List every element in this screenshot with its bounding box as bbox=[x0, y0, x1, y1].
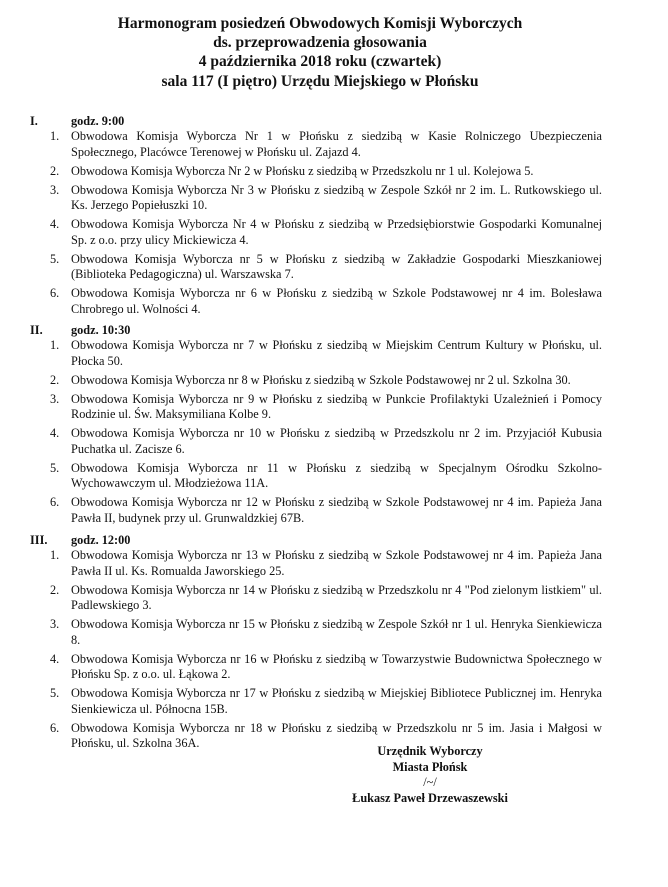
signature-place: Miasta Płońsk bbox=[392, 759, 468, 774]
list-item bbox=[30, 164, 610, 180]
title-line: sala 117 (I piętro) Urzędu Miejskiego w Płońsku bbox=[161, 72, 479, 90]
item-number: 4. bbox=[50, 426, 60, 441]
list-item bbox=[30, 686, 610, 717]
section-heading bbox=[30, 322, 610, 338]
list-item bbox=[30, 583, 610, 614]
item-text: Obwodowa Komisja Wyborcza nr 10 w Płońsku z siedzibą w Przedszkolu nr 2 im. Przyjaciół Kubusia Puchatka ul. Zacisze 6. bbox=[71, 426, 602, 456]
document-title bbox=[0, 14, 640, 91]
item-text: Obwodowa Komisja Wyborcza nr 8 w Płońsku z siedzibą w Szkole Podstawowej nr 2 ul. Szkolna 30. bbox=[71, 372, 571, 387]
commission-list bbox=[30, 548, 610, 752]
item-number: 2. bbox=[50, 372, 60, 387]
section-number: I. bbox=[30, 114, 38, 128]
item-number: 5. bbox=[50, 686, 60, 701]
commission-list bbox=[30, 338, 610, 526]
item-number: 2. bbox=[50, 582, 60, 597]
item-text: Obwodowa Komisja Wyborcza nr 11 w Płońsku z siedzibą w Specjalnym Ośrodku Szkolno-Wychowawczym ul. Młodzieżowa 11A. bbox=[71, 460, 602, 491]
item-text: Obwodowa Komisja Wyborcza nr 17 w Płońsku z siedzibą w Miejskiej Bibliotece Publicznej im. Henryka Sienkiewicza ul. Północna 15B. bbox=[71, 686, 602, 716]
item-number: 3. bbox=[50, 182, 60, 197]
item-text: Obwodowa Komisja Wyborcza nr 15 w Płońsku z siedzibą w Zespole Szkół nr 1 ul. Henryka Sienkiewicza 8. bbox=[71, 617, 602, 647]
list-item bbox=[30, 426, 610, 457]
section-time: godz. 12:00 bbox=[71, 533, 131, 547]
list-item bbox=[30, 392, 610, 423]
item-number: 5. bbox=[50, 460, 60, 475]
schedule-section-3 bbox=[30, 532, 610, 755]
item-text: Obwodowa Komisja Wyborcza nr 13 w Płońsku z siedzibą w Szkole Podstawowej nr 4 im. Papieża Jana Pawła II ul. Ks. Romualda Jaworskiego 25. bbox=[71, 548, 602, 578]
section-number: II. bbox=[30, 323, 43, 337]
section-time: godz. 10:30 bbox=[71, 323, 131, 337]
item-text: Obwodowa Komisja Wyborcza nr 7 w Płońsku z siedzibą w Miejskim Centrum Kultury w Płońsku, ul. Płocka 50. bbox=[71, 338, 602, 368]
section-time: godz. 9:00 bbox=[71, 114, 125, 128]
item-number: 1. bbox=[50, 338, 60, 352]
item-number: 1. bbox=[50, 548, 60, 562]
title-line: 4 października 2018 roku (czwartek) bbox=[198, 53, 442, 71]
list-item bbox=[30, 617, 610, 648]
item-number: 4. bbox=[50, 651, 60, 666]
section-heading bbox=[30, 532, 610, 548]
item-text: Obwodowa Komisja Wyborcza nr 18 w Płońsku z siedzibą w Przedszkolu nr 5 im. Jasia i Małgosi w Płońsku, ul. Szkolna 36A. bbox=[71, 720, 602, 751]
item-number: 1. bbox=[50, 129, 60, 143]
list-item bbox=[30, 461, 610, 492]
list-item bbox=[30, 652, 610, 683]
list-item bbox=[30, 286, 610, 317]
item-number: 2. bbox=[50, 163, 60, 178]
list-item bbox=[30, 129, 610, 160]
item-text: Obwodowa Komisja Wyborcza nr 9 w Płońsku z siedzibą w Punkcie Profilaktyki Uzależnień i Pomocy Rodzinie ul. Św. Maksymiliana Kolbe 9. bbox=[71, 391, 602, 422]
section-number: III. bbox=[30, 533, 48, 547]
item-number: 6. bbox=[50, 495, 60, 510]
item-text: Obwodowa Komisja Wyborcza nr 12 w Płońsku z siedzibą w Szkole Podstawowej nr 4 im. Papieża Jana Pawła II, budynek przy ul. Grunwaldzkiej 67B. bbox=[71, 495, 602, 525]
item-text: Obwodowa Komisja Wyborcza nr 16 w Płońsku z siedzibą w Towarzystwie Budownictwa Społecznego w Płońsku Sp. z o.o. ul. Łąkowa 2. bbox=[71, 651, 602, 682]
list-item bbox=[30, 338, 610, 369]
item-text: Obwodowa Komisja Wyborcza nr 14 w Płońsku z siedzibą w Przedszkolu nr 4 "Pod zielonym listkiem" ul. Padlewskiego 3. bbox=[71, 582, 602, 613]
list-item bbox=[30, 252, 610, 283]
signature-block bbox=[310, 744, 550, 806]
schedule-section-1 bbox=[30, 113, 610, 321]
item-number: 5. bbox=[50, 251, 60, 266]
list-item bbox=[30, 217, 610, 248]
schedule-section-2 bbox=[30, 322, 610, 530]
item-text: Obwodowa Komisja Wyborcza nr 6 w Płońsku z siedzibą w Szkole Podstawowej nr 4 im. Bolesława Chrobrego ul. Wolności 4. bbox=[71, 286, 602, 316]
item-number: 6. bbox=[50, 720, 60, 735]
item-number: 3. bbox=[50, 391, 60, 406]
item-number: 4. bbox=[50, 217, 60, 232]
list-item bbox=[30, 183, 610, 214]
title-line: ds. przeprowadzenia głosowania bbox=[213, 34, 427, 52]
list-item bbox=[30, 495, 610, 526]
list-item bbox=[30, 373, 610, 389]
section-heading bbox=[30, 113, 610, 129]
item-text: Obwodowa Komisja Wyborcza Nr 3 w Płońsku z siedzibą w Zespole Szkół nr 2 im. L. Rutkowskiego ul. Ks. Jerzego Popiełuszki 10. bbox=[71, 182, 602, 213]
item-number: 3. bbox=[50, 617, 60, 632]
item-text: Obwodowa Komisja Wyborcza nr 5 w Płońsku z siedzibą w Zakładzie Gospodarki Mieszkaniowej (Biblioteka Pedagogiczna) ul. Warszawska 7. bbox=[71, 251, 602, 282]
item-text: Obwodowa Komisja Wyborcza Nr 1 w Płońsku z siedzibą w Kasie Rolniczego Ubezpieczenia Społecznego, Placówce Terenowej w Płońsku ul. Zajazd 4. bbox=[71, 129, 602, 159]
title-line: Harmonogram posiedzeń Obwodowych Komisji Wyborczych bbox=[117, 15, 523, 32]
signature-role: Urzędnik Wyborczy bbox=[377, 744, 483, 758]
item-text: Obwodowa Komisja Wyborcza Nr 2 w Płońsku z siedzibą w Przedszkolu nr 1 ul. Kolejowa 5. bbox=[71, 163, 534, 178]
commission-list bbox=[30, 129, 610, 317]
signature-name: Łukasz Paweł Drzewaszewski bbox=[352, 790, 508, 805]
list-item bbox=[30, 548, 610, 579]
item-number: 6. bbox=[50, 286, 60, 301]
signature-mark: /~/ bbox=[423, 775, 437, 790]
item-text: Obwodowa Komisja Wyborcza Nr 4 w Płońsku z siedzibą w Przedsiębiorstwie Gospodarki Komunalnej Sp. z o.o. przy ulicy Mickiewicza 4. bbox=[71, 217, 602, 247]
